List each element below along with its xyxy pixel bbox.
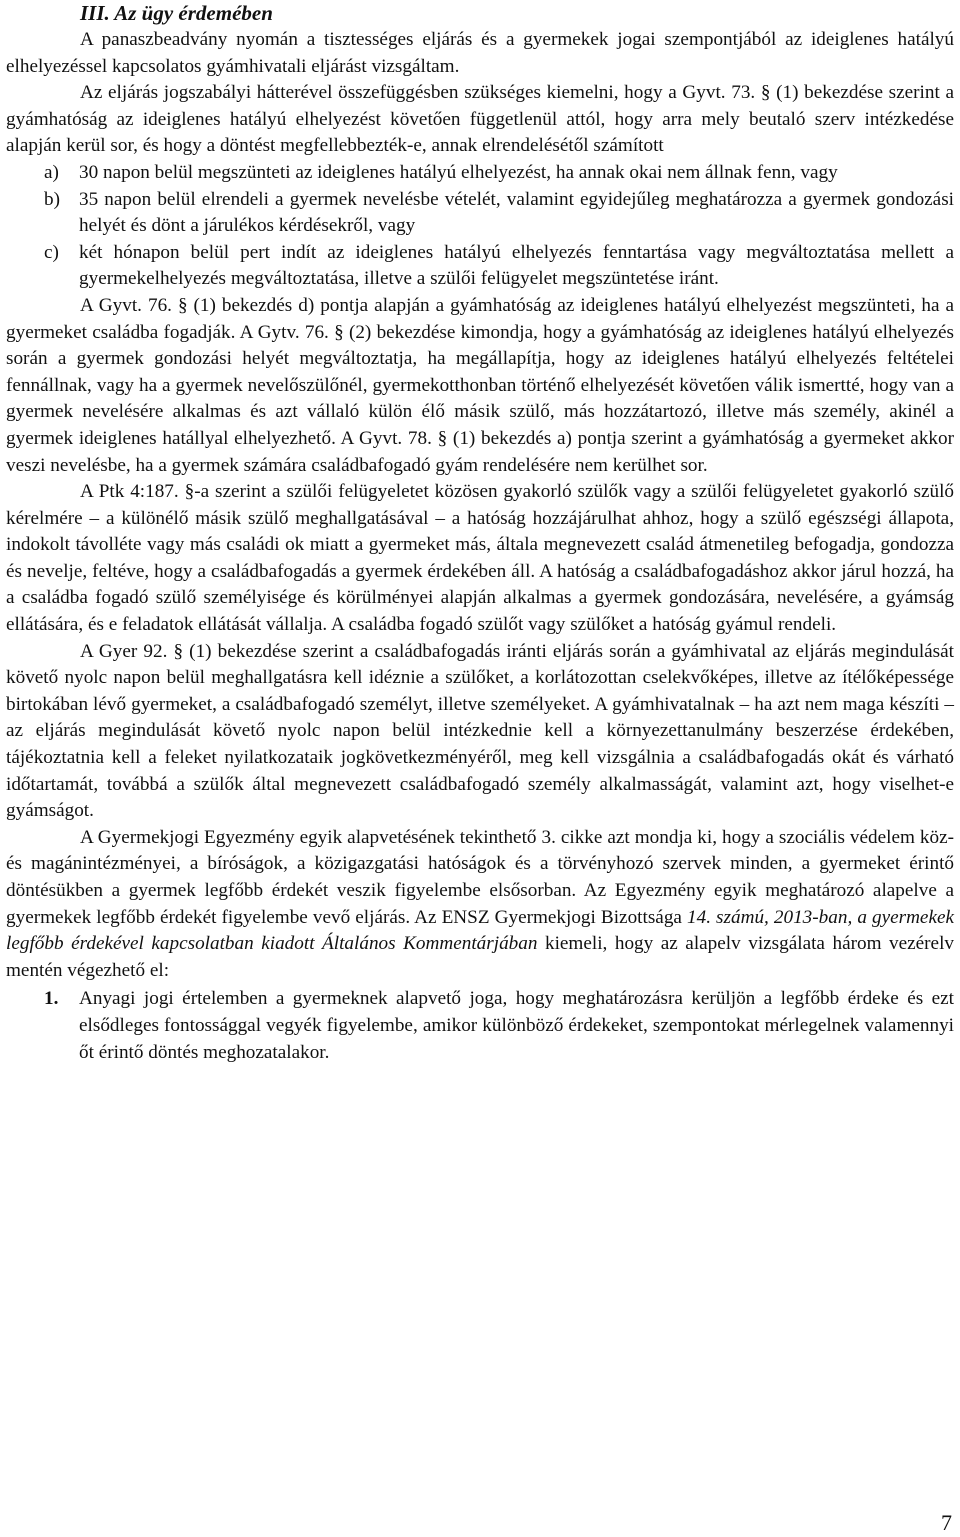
list-item-marker: c) [44,241,59,263]
list-item [6,240,954,293]
convention-text-start: A Gyermekjogi Egyezmény egyik alapvetésének tekinthető 3. cikke azt mondja ki, hogy a szociális védelem köz- és magánintézményei, a bíróságok, a közigazgatási hatóságok és a törvényhozó szervek minden, a gyermeket érintő döntésükben a gyermek legfőbb érdekét veszik figyelembe elsősorban. Az Egyezmény egyik meghatározó alapelve a gyermekek legfőbb érdekét figyelembe vevő eljárás. Az ENSZ Gyermekjogi Bizottsága [6,826,954,928]
list-item [6,187,954,240]
list-item-text: két hónapon belül pert indít az ideiglenes hatályú elhelyezés fenntartása vagy megváltoztatása mellett a gyermekelhelyezés megváltoztatása, illetve a szülői felügyelet megszüntetése iránt. [79,241,954,290]
paragraph-ptk: A Ptk 4:187. §-a szerint a szülői felügyeletet közösen gyakorló szülők vagy a szülői felügyeletet gyakorló szülő kérelmére – a különélő másik szülő meghallgatásával – a hatóság hozzájárulhat ahhoz, hogy a szülő egészségi állapota, indokolt távolléte vagy más családi ok miatt a gyermeket más, általa megnevezett család átmenetileg befogadja, gondozza és nevelje, feltéve, hogy a családbafogadás a gyermek érdekében áll. A hatóság a családbafogadáshoz akkor járul hozzá, ha a családba fogadó szülő személyisége és körülményei alapján alkalmas a gyermek gondozására, nevelésére, a gyámság ellátására, és e feladatok ellátását vállalja. A családba fogadó szülőt vagy szülőket a hatóság gyámul rendeli. [6,481,954,636]
paragraph-convention [6,825,954,985]
paragraph-legal-background: Az eljárás jogszabályi hátterével összefüggésben szükséges kiemelni, hogy a Gyvt. 73. § (1) bekezdése szerint a gyámhatóság az ideiglenes hatályú elhelyezést követően függetlenül attól, hogy arra mely beutaló szerv intézkedése alapján kerül sor, és hogy a döntést megfellebbezték-e, annak elrendelésétől számított [6,82,954,157]
paragraph-intro: A panaszbeadvány nyomán a tisztességes eljárás és a gyermekek jogai szempontjából az ideiglenes hatályú elhelyezéssel kapcsolatos gyámhivatali eljárást vizsgáltam. [6,29,954,77]
page-number: 7 [941,1510,952,1535]
paragraph-gyer: A Gyer 92. § (1) bekezdése szerint a családbafogadás iránti eljárás során a gyámhivatal az eljárás megindulását követő nyolc napon belül meghallgatásra kell idéznie a szülőket, a korlátozottan cselekvőképes, illetve az ítélőképessége birtokában lévő gyermeket, a családbafogadó személyt, illetve személyeket. A gyámhivatalnak – ha azt nem maga készíti – az eljárás megindulását követő nyolc napon belül intézkednie kell a környezettanulmány beszerzése érdekében, tájékoztatnia kell a feleket nyilatkozataik jogkövetkezményéről, meg kell vizsgálnia a családbafogadás okát és várható időtartamát, továbbá a szülők által megnevezett családbafogadó személy alkalmasságát, valamint azt, hogy viselhet-e gyámságot. [6,640,954,822]
list-item-marker: 1. [44,988,59,1010]
convention-text-end: kiemeli, hogy az alapelv vizsgálata három vezérelv mentén végezhető el: [6,933,954,981]
list-item-text: 35 napon belül elrendeli a gyermek nevelésbe vételét, valamint egyidejűleg meghatározza a gyermek gondozási helyét és dönt a járulékos kérdésekről, vagy [79,188,954,237]
list-item-marker: b) [44,188,60,210]
list-item [6,160,954,187]
section-heading: III. Az ügy érdemében [80,1,273,25]
list-item-text: 30 napon belül megszünteti az ideiglenes hatályú elhelyezést, ha annak okai nem állnak fenn, vagy [79,161,838,183]
list-item-text: Anyagi jogi értelemben a gyermeknek alapvető joga, hogy meghatározásra kerüljön a legfőbb érdeke és ezt elsődleges fontossággal vegyék figyelembe, amikor különböző érdekeket, szempontokat mérlegelnek valamennyi őt érintő döntés meghozatalakor. [79,988,954,1063]
list-item-marker: a) [44,161,59,183]
gyvt-deadlines-list [6,160,954,293]
general-comment-title: 14. számú, 2013-ban, a gyermekek legfőbb érdekével kapcsolatban kiadott Általános Kommentárjában [6,906,954,955]
list-item [6,986,954,1066]
paragraph-gyvt-76: A Gyvt. 76. § (1) bekezdés d) pontja alapján a gyámhatóság az ideiglenes hatályú elhelyezést megszünteti, ha a gyermeket családba fogadják. A Gytv. 76. § (2) bekezdése kimondja, hogy a gyámhatóság az ideiglenes hatályú elhelyezés során a gyermek gondozási helyét megváltoztatja, ha megállapítja, hogy az ideiglenes hatályú elhelyezés feltételei fennállnak, vagy ha a gyermek nevelőszülőnél, gyermekotthonban történő elhelyezését követően válik ismertté, hogy van a gyermek nevelésére alkalmas és azt vállaló külön élő másik szülő, más hozzátartozó, illetve más személy, akinél a gyermek ideiglenes hatállyal elhelyezhető. A Gyvt. 78. § (1) bekezdés a) pontja szerint a gyámhatóság a gyermeket akkor veszi nevelésbe, ha a gyermek számára családbafogadó gyám rendelésére nem kerülhet sor. [6,294,954,476]
principles-list [6,986,954,1066]
